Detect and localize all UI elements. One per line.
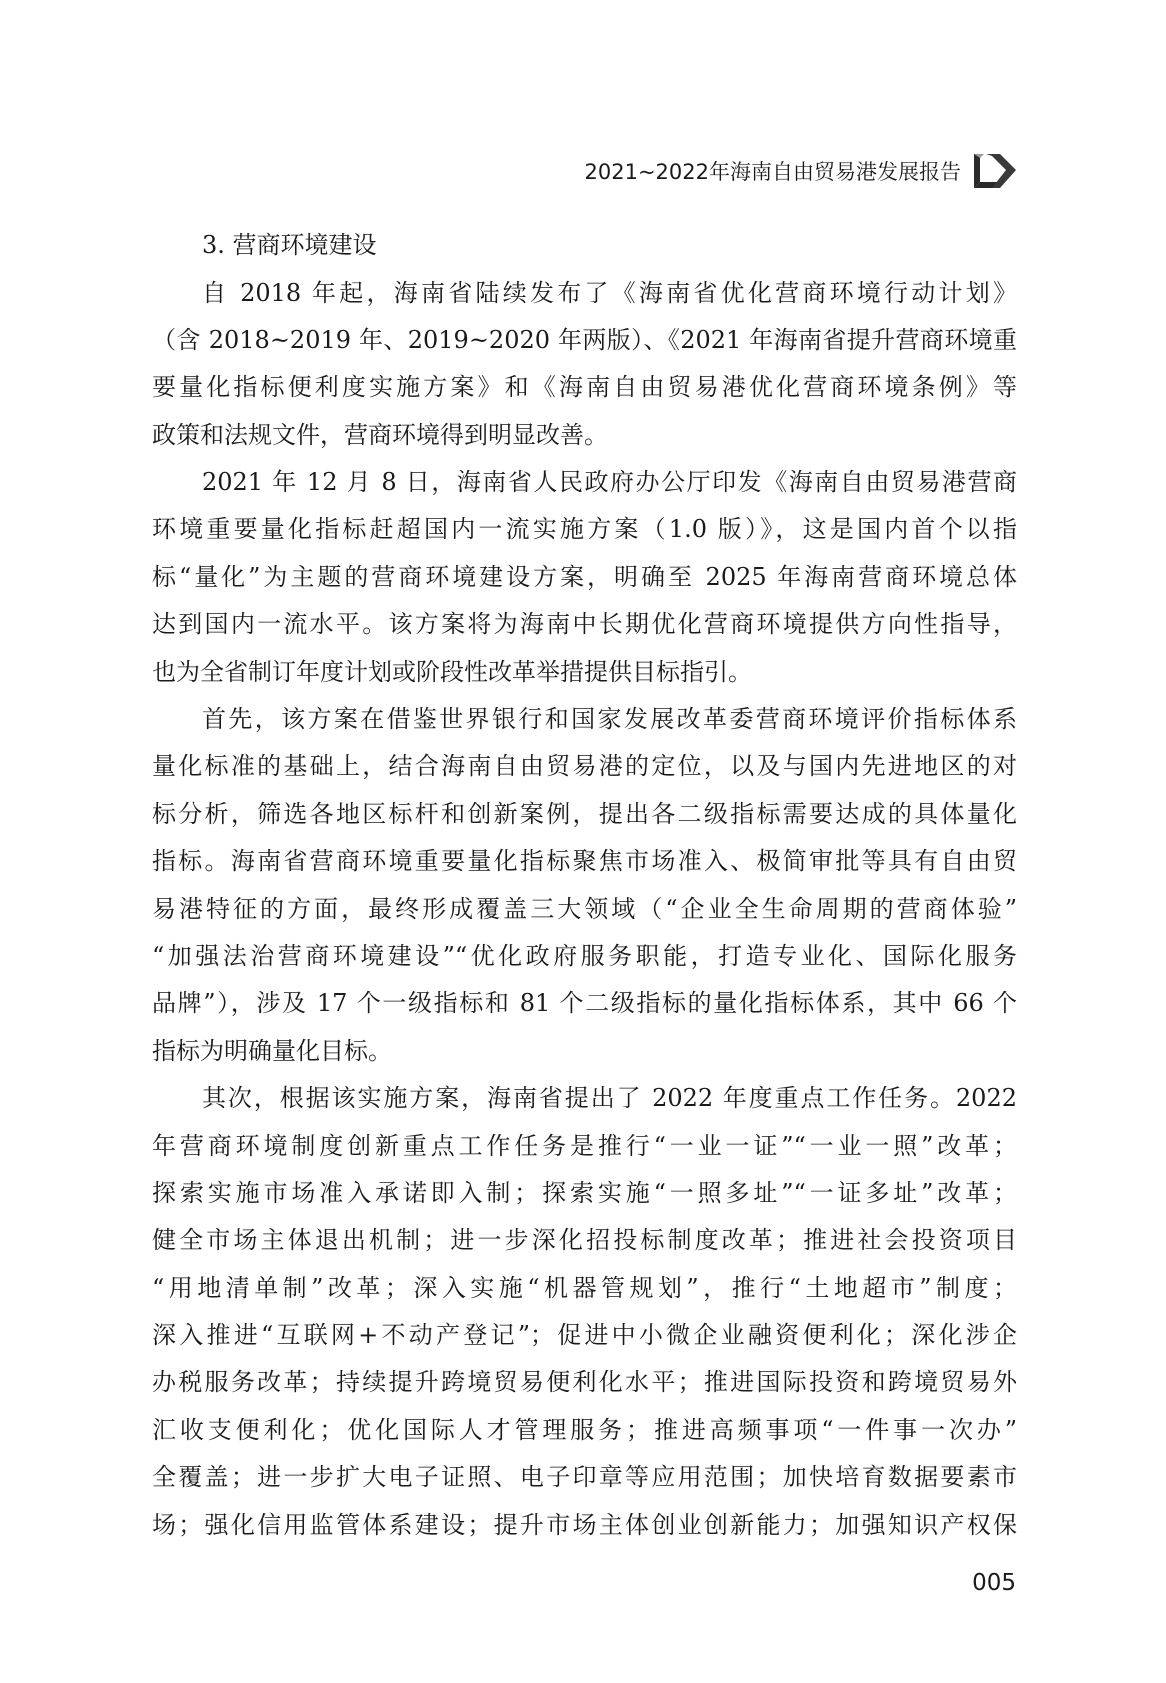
paragraph-1	[152, 270, 1017, 460]
paragraph-line: 自 2018 年起，海南省陆续发布了《海南省优化营商环境行动计划》	[202, 278, 1017, 307]
paragraph-line: 也为全省制订年度计划或阶段性改革举措提供目标指引。	[152, 657, 752, 686]
paragraph-3	[152, 696, 1017, 1075]
paragraph-line: 其次，根据该实施方案，海南省提出了 2022 年度重点工作任务。2022	[202, 1084, 1017, 1113]
paragraph-line: 办税服务改革；持续提升跨境贸易便利化水平；推进国际投资和跨境贸易外	[152, 1368, 1017, 1397]
paragraph-line: 全覆盖；进一步扩大电子证照、电子印章等应用范围；加快培育数据要素市	[152, 1463, 1017, 1492]
paragraph-line: 达到国内一流水平。该方案将为海南中长期优化营商环境提供方向性指导，	[152, 610, 1017, 639]
paragraph-line: 易港特征的方面，最终形成覆盖三大领域（“企业全生命周期的营商体验”	[152, 894, 1017, 923]
paragraph-line: 场；强化信用监管体系建设；提升市场主体创业创新能力；加强知识产权保	[152, 1510, 1017, 1539]
paragraph-line: 要量化指标便利度实施方案》和《海南自由贸易港优化营商环境条例》等	[152, 373, 1017, 402]
running-header	[0, 148, 1166, 198]
section-heading: 3. 营商环境建设	[202, 231, 377, 259]
paragraph-line: 首先，该方案在借鉴世界银行和国家发展改革委营商环境评价指标体系	[202, 705, 1017, 734]
paragraph-line: 品牌”），涉及 17 个一级指标和 81 个二级指标的量化指标体系，其中 66 个	[152, 989, 1017, 1018]
paragraph-line: 健全市场主体退出机制；进一步深化招投标制度改革；推进社会投资项目	[152, 1226, 1017, 1255]
page-number: 005	[972, 1570, 1016, 1596]
paragraph-line: “加强法治营商环境建设”“优化政府服务职能，打造专业化、国际化服务	[152, 941, 1017, 970]
paragraph-4	[152, 1075, 1017, 1549]
paragraph-2	[152, 459, 1017, 696]
paragraph-line: 2021 年 12 月 8 日，海南省人民政府办公厅印发《海南自由贸易港营商	[202, 468, 1017, 497]
paragraph-line: 指标。海南省营商环境重要量化指标聚焦市场准入、极简审批等具有自由贸	[152, 847, 1017, 876]
body-content	[152, 222, 1017, 1549]
paragraph-line: 量化标准的基础上，结合海南自由贸易港的定位，以及与国内先进地区的对	[152, 752, 1017, 781]
paragraph-line: 汇收支便利化；优化国际人才管理服务；推进高频事项“一件事一次办”	[152, 1415, 1017, 1444]
paragraph-line: 深入推进“互联网+不动产登记”；促进中小微企业融资便利化；深化涉企	[152, 1321, 1017, 1350]
paragraph-line: （含 2018~2019 年、2019~2020 年两版）、《2021 年海南省提升营商环境重	[152, 325, 1017, 354]
paragraph-line: 环境重要量化指标赶超国内一流实施方案（1.0 版）》，这是国内首个以指	[152, 515, 1017, 544]
running-header-title: 2021~2022年海南自由贸易港发展报告	[584, 160, 961, 184]
paragraph-line: 年营商环境制度创新重点工作任务是推行“一业一证”“一业一照”改革；	[152, 1131, 1017, 1160]
paragraph-line: 指标为明确量化目标。	[152, 1036, 392, 1065]
paragraph-line: “用地清单制”改革；深入实施“机器管规划”，推行“土地超市”制度；	[152, 1273, 1017, 1302]
book-corner-chevron-icon	[970, 148, 1022, 192]
paragraph-line: 标“量化”为主题的营商环境建设方案，明确至 2025 年海南营商环境总体	[152, 562, 1017, 591]
paragraph-line: 政策和法规文件，营商环境得到明显改善。	[152, 420, 608, 449]
paragraph-line: 标分析，筛选各地区标杆和创新案例，提出各二级指标需要达成的具体量化	[152, 799, 1017, 828]
paragraph-line: 探索实施市场准入承诺即入制；探索实施“一照多址”“一证多址”改革；	[152, 1178, 1017, 1207]
